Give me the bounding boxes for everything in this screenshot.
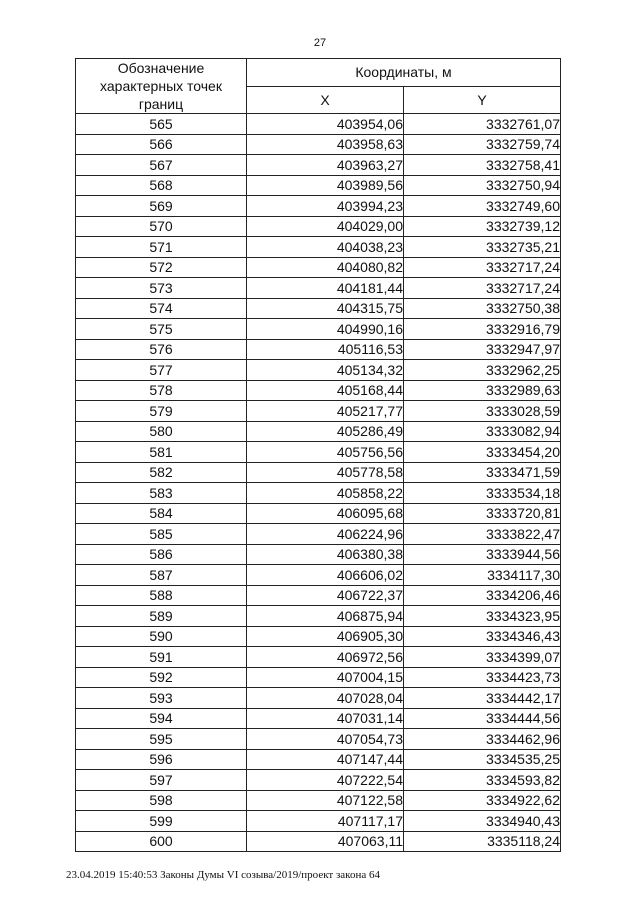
point-number-cell: 565 (76, 114, 247, 135)
x-coordinate-cell: 404080,82 (247, 257, 404, 278)
x-coordinate-cell: 404181,44 (247, 278, 404, 299)
x-coordinate-cell: 405286,49 (247, 421, 404, 442)
y-coordinate-cell: 3334462,96 (404, 729, 561, 750)
point-number-cell: 582 (76, 462, 247, 483)
y-coordinate-cell: 3334922,62 (404, 790, 561, 811)
point-number-cell: 589 (76, 606, 247, 627)
point-number-cell: 599 (76, 811, 247, 832)
x-coordinate-cell: 405217,77 (247, 401, 404, 422)
point-number-cell: 584 (76, 503, 247, 524)
x-coordinate-cell: 406606,02 (247, 565, 404, 586)
y-coordinate-cell: 3334399,07 (404, 647, 561, 668)
x-coordinate-cell: 403954,06 (247, 114, 404, 135)
point-number-cell: 592 (76, 667, 247, 688)
x-coordinate-cell: 407054,73 (247, 729, 404, 750)
y-coordinate-cell: 3332962,25 (404, 360, 561, 381)
point-number-cell: 596 (76, 749, 247, 770)
table-row (76, 319, 561, 340)
x-coordinate-cell: 404315,75 (247, 298, 404, 319)
point-number-cell: 572 (76, 257, 247, 278)
table-row (76, 175, 561, 196)
table-row (76, 544, 561, 565)
point-number-cell: 595 (76, 729, 247, 750)
table-row (76, 421, 561, 442)
table-row (76, 114, 561, 135)
x-coordinate-cell: 405858,22 (247, 483, 404, 504)
y-coordinate-cell: 3333534,18 (404, 483, 561, 504)
table-row (76, 585, 561, 606)
header-coordinates: Координаты, м (247, 59, 561, 87)
y-coordinate-cell: 3333082,94 (404, 421, 561, 442)
point-number-cell: 598 (76, 790, 247, 811)
table-body (76, 114, 561, 852)
x-coordinate-cell: 403994,23 (247, 196, 404, 217)
x-coordinate-cell: 403958,63 (247, 134, 404, 155)
header-x: X (247, 86, 404, 114)
table-row (76, 749, 561, 770)
y-coordinate-cell: 3334442,17 (404, 688, 561, 709)
y-coordinate-cell: 3334444,56 (404, 708, 561, 729)
point-number-cell: 579 (76, 401, 247, 422)
x-coordinate-cell: 407063,11 (247, 831, 404, 852)
page-number: 27 (313, 37, 327, 49)
y-coordinate-cell: 3332989,63 (404, 380, 561, 401)
point-number-cell: 574 (76, 298, 247, 319)
x-coordinate-cell: 405134,32 (247, 360, 404, 381)
table-row (76, 134, 561, 155)
point-number-cell: 571 (76, 237, 247, 258)
x-coordinate-cell: 405168,44 (247, 380, 404, 401)
table-row (76, 667, 561, 688)
table-row (76, 401, 561, 422)
table-row (76, 729, 561, 750)
point-number-cell: 586 (76, 544, 247, 565)
y-coordinate-cell: 3334323,95 (404, 606, 561, 627)
y-coordinate-cell: 3334423,73 (404, 667, 561, 688)
y-coordinate-cell: 3332735,21 (404, 237, 561, 258)
table-row (76, 257, 561, 278)
y-coordinate-cell: 3332750,38 (404, 298, 561, 319)
table-row (76, 483, 561, 504)
x-coordinate-cell: 406972,56 (247, 647, 404, 668)
table-row (76, 216, 561, 237)
point-number-cell: 569 (76, 196, 247, 217)
y-coordinate-cell: 3332758,41 (404, 155, 561, 176)
y-coordinate-cell: 3332749,60 (404, 196, 561, 217)
x-coordinate-cell: 405116,53 (247, 339, 404, 360)
point-number-cell: 580 (76, 421, 247, 442)
y-coordinate-cell: 3334593,82 (404, 770, 561, 791)
y-coordinate-cell: 3332717,24 (404, 257, 561, 278)
y-coordinate-cell: 3332916,79 (404, 319, 561, 340)
table-row (76, 606, 561, 627)
table-row (76, 708, 561, 729)
x-coordinate-cell: 406875,94 (247, 606, 404, 627)
point-number-cell: 581 (76, 442, 247, 463)
table-row (76, 565, 561, 586)
x-coordinate-cell: 407147,44 (247, 749, 404, 770)
x-coordinate-cell: 406224,96 (247, 524, 404, 545)
y-coordinate-cell: 3335118,24 (404, 831, 561, 852)
x-coordinate-cell: 406380,38 (247, 544, 404, 565)
y-coordinate-cell: 3334535,25 (404, 749, 561, 770)
x-coordinate-cell: 407004,15 (247, 667, 404, 688)
x-coordinate-cell: 407122,58 (247, 790, 404, 811)
point-number-cell: 588 (76, 585, 247, 606)
x-coordinate-cell: 405756,56 (247, 442, 404, 463)
table-row (76, 790, 561, 811)
y-coordinate-cell: 3332947,97 (404, 339, 561, 360)
table-row (76, 196, 561, 217)
point-number-cell: 577 (76, 360, 247, 381)
table-row (76, 831, 561, 852)
point-number-cell: 600 (76, 831, 247, 852)
y-coordinate-cell: 3334206,46 (404, 585, 561, 606)
point-number-cell: 594 (76, 708, 247, 729)
y-coordinate-cell: 3333454,20 (404, 442, 561, 463)
y-coordinate-cell: 3332761,07 (404, 114, 561, 135)
y-coordinate-cell: 3334117,30 (404, 565, 561, 586)
y-coordinate-cell: 3332717,24 (404, 278, 561, 299)
coordinates-table (75, 58, 561, 852)
point-number-cell: 566 (76, 134, 247, 155)
point-number-cell: 597 (76, 770, 247, 791)
table-header (76, 59, 561, 114)
x-coordinate-cell: 406722,37 (247, 585, 404, 606)
x-coordinate-cell: 406095,68 (247, 503, 404, 524)
table-row (76, 237, 561, 258)
y-coordinate-cell: 3333028,59 (404, 401, 561, 422)
point-number-cell: 570 (76, 216, 247, 237)
y-coordinate-cell: 3334940,43 (404, 811, 561, 832)
footer-text: 23.04.2019 15:40:53 Законы Думы VI созыва/2019/проект закона 64 (66, 869, 380, 881)
x-coordinate-cell: 406905,30 (247, 626, 404, 647)
point-number-cell: 568 (76, 175, 247, 196)
x-coordinate-cell: 404029,00 (247, 216, 404, 237)
table-row (76, 360, 561, 381)
y-coordinate-cell: 3334346,43 (404, 626, 561, 647)
table-row (76, 155, 561, 176)
point-number-cell: 578 (76, 380, 247, 401)
x-coordinate-cell: 403989,56 (247, 175, 404, 196)
point-number-cell: 587 (76, 565, 247, 586)
table-row (76, 811, 561, 832)
point-number-cell: 590 (76, 626, 247, 647)
x-coordinate-cell: 407117,17 (247, 811, 404, 832)
table-row (76, 688, 561, 709)
point-number-cell: 593 (76, 688, 247, 709)
x-coordinate-cell: 403963,27 (247, 155, 404, 176)
table-row (76, 462, 561, 483)
table-row (76, 278, 561, 299)
x-coordinate-cell: 407031,14 (247, 708, 404, 729)
y-coordinate-cell: 3332750,94 (404, 175, 561, 196)
y-coordinate-cell: 3333471,59 (404, 462, 561, 483)
header-row-top (76, 59, 561, 87)
table-row (76, 524, 561, 545)
y-coordinate-cell: 3333822,47 (404, 524, 561, 545)
x-coordinate-cell: 404038,23 (247, 237, 404, 258)
x-coordinate-cell: 407222,54 (247, 770, 404, 791)
y-coordinate-cell: 3333720,81 (404, 503, 561, 524)
point-number-cell: 575 (76, 319, 247, 340)
y-coordinate-cell: 3332759,74 (404, 134, 561, 155)
y-coordinate-cell: 3333944,56 (404, 544, 561, 565)
point-number-cell: 567 (76, 155, 247, 176)
x-coordinate-cell: 405778,58 (247, 462, 404, 483)
table-row (76, 339, 561, 360)
table-row (76, 298, 561, 319)
point-number-cell: 585 (76, 524, 247, 545)
x-coordinate-cell: 404990,16 (247, 319, 404, 340)
point-number-cell: 576 (76, 339, 247, 360)
table-row (76, 647, 561, 668)
header-y: Y (404, 86, 561, 114)
y-coordinate-cell: 3332739,12 (404, 216, 561, 237)
x-coordinate-cell: 407028,04 (247, 688, 404, 709)
point-number-cell: 583 (76, 483, 247, 504)
table-row (76, 442, 561, 463)
header-point-label: Обозначение характерных точек границ (76, 59, 247, 114)
table-row (76, 380, 561, 401)
point-number-cell: 591 (76, 647, 247, 668)
table-row (76, 770, 561, 791)
table-row (76, 503, 561, 524)
table-row (76, 626, 561, 647)
point-number-cell: 573 (76, 278, 247, 299)
